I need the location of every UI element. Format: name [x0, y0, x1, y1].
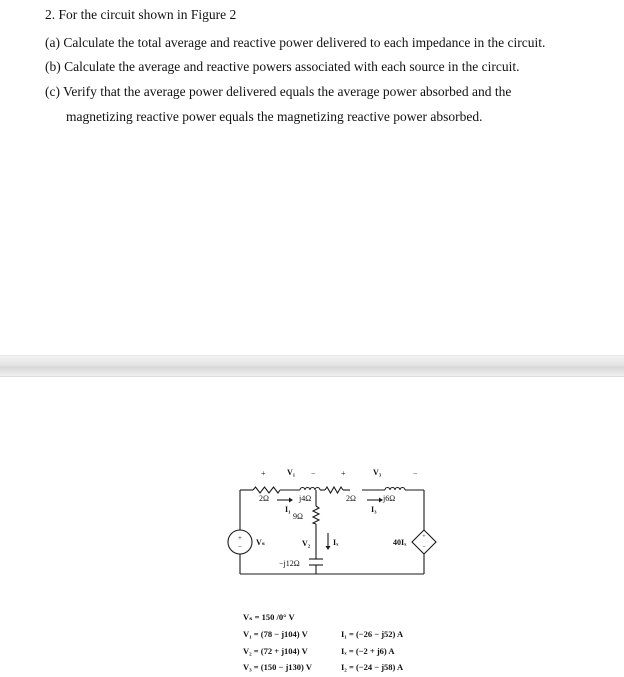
resistor-9ohm-label: 9Ω — [293, 512, 303, 521]
source-vs-label: Vₛ — [256, 538, 265, 547]
v1-label: V₁ — [287, 468, 296, 477]
v3-plus-sign: + — [341, 469, 346, 478]
inductor-j6ohm — [385, 488, 405, 491]
inductor-j6ohm-label: j6Ω — [383, 494, 396, 503]
question-title: 2. For the circuit shown in Figure 2 — [45, 7, 237, 22]
question-part-c-continued: magnetizing reactive power equals the magnetizing reactive power absorbed. — [66, 109, 483, 124]
question-part-c: (c) Verify that the average power delivered equals the average power absorbed and the — [45, 84, 512, 99]
question-part-a: (a) Calculate the total average and reactive power delivered to each impedance in the circuit. — [45, 35, 546, 50]
resistor-2ohm-right — [325, 487, 343, 493]
svg-text:−: − — [422, 544, 426, 551]
answer-i1: I₁ = (−26 − j52) A — [341, 629, 404, 639]
svg-text:+: + — [422, 533, 426, 540]
answer-v3: V₃ = (150 − j130) V — [243, 662, 312, 672]
svg-text:+: + — [238, 534, 242, 542]
resistor-2ohm-left — [253, 487, 280, 493]
v3-minus-sign: − — [413, 469, 418, 478]
voltage-v2-label: V₂ — [302, 539, 311, 548]
answer-ix: Iₓ = (−2 + j6) A — [341, 646, 395, 656]
resistor-2ohm-right-label: 2Ω — [346, 494, 356, 503]
voltage-source-icon — [228, 530, 252, 554]
resistor-2ohm-left-label: 2Ω — [259, 494, 269, 503]
svg-text:−: − — [238, 543, 242, 551]
current-i3-label: I₃ — [371, 505, 377, 514]
circuit-diagram — [225, 462, 440, 612]
inductor-j4ohm-label: j4Ω — [299, 494, 312, 503]
resistor-9ohm — [313, 506, 319, 524]
current-arrows — [277, 498, 383, 551]
capacitor-minus-j12ohm — [309, 559, 323, 565]
v1-plus-sign: + — [261, 469, 266, 478]
answer-v2: V₂ = (72 + j104) V — [243, 646, 308, 656]
v1-minus-sign: − — [311, 469, 316, 478]
answer-i2: I₂ = (−24 − j58) A — [341, 662, 404, 672]
dependent-source-label: 40Iₓ — [393, 538, 407, 547]
inductor-j4ohm — [300, 488, 320, 491]
section-divider — [0, 355, 624, 377]
capacitor-label: −j12Ω — [279, 559, 300, 568]
current-ix-label: Iₓ — [333, 538, 339, 547]
answer-vs: Vₛ = 150 /0° V — [243, 612, 295, 622]
question-part-b: (b) Calculate the average and reactive powers associated with each source in the circuit. — [45, 59, 520, 74]
current-i1-label: I₁ — [285, 505, 291, 514]
answer-v1: V₁ = (78 − j104) V — [243, 629, 308, 639]
v3-label: V₃ — [373, 468, 382, 477]
dependent-source-icon — [412, 530, 436, 554]
